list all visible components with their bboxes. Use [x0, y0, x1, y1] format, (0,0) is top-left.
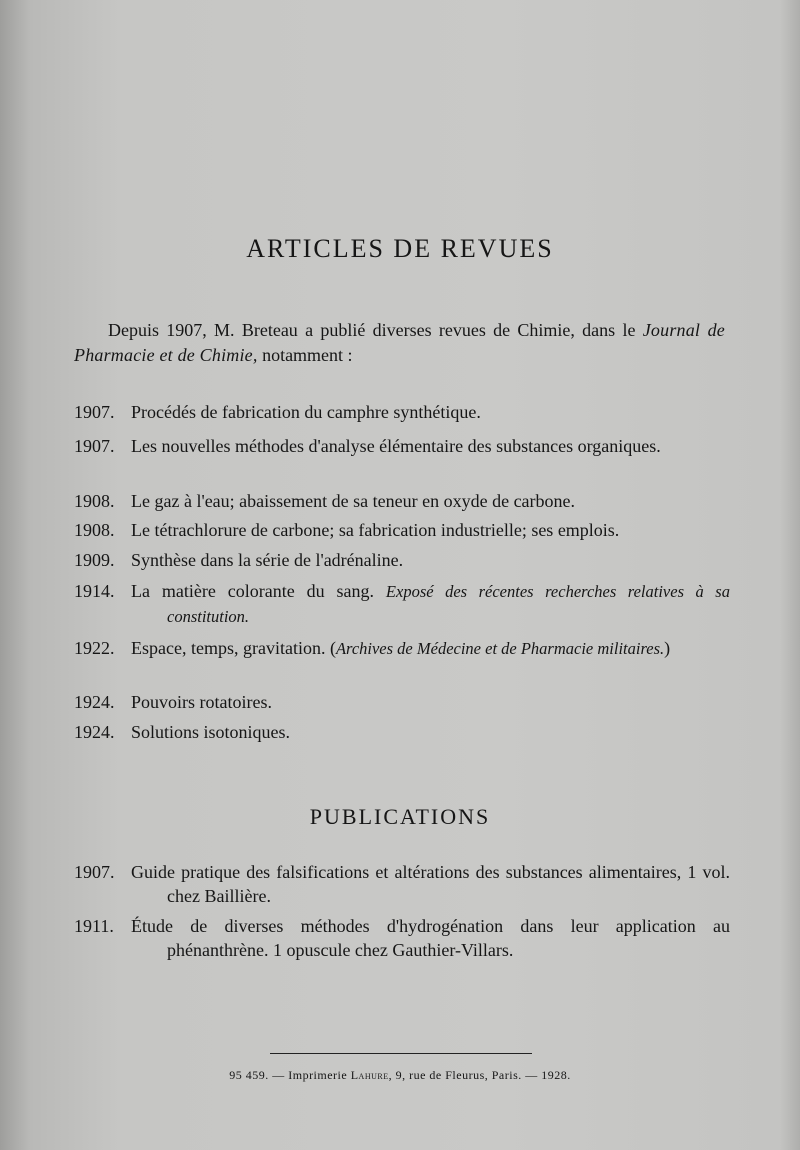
- entry-text-wrap: [131, 636, 730, 661]
- article-entry: [74, 548, 730, 572]
- publication-entry: [74, 860, 730, 908]
- entry-year: 1922.: [74, 638, 115, 658]
- entry-year: 1924.: [74, 722, 115, 742]
- entry-text: Espace, temps, gravitation. (: [131, 638, 336, 658]
- entry-text: Les nouvelles méthodes d'analyse élémentaire des substances organiques.: [131, 436, 661, 456]
- entry-year: 1914.: [74, 581, 115, 601]
- entry-text: Solutions isotoniques.: [131, 722, 291, 742]
- intro-paragraph: [74, 318, 725, 368]
- print-number: 95 459.: [229, 1068, 269, 1082]
- entry-text: Le tétrachlorure de carbone; sa fabrication industrielle; ses emplois.: [131, 520, 620, 540]
- entry-year: 1907.: [74, 862, 115, 882]
- publication-entry: [74, 914, 730, 962]
- article-entry: [74, 636, 730, 661]
- entry-year: 1908.: [74, 520, 115, 540]
- article-entry: [74, 720, 730, 744]
- entry-text: La matière colorante du sang.: [131, 581, 386, 601]
- entry-year: 1907.: [74, 436, 115, 456]
- article-entry: [74, 400, 730, 424]
- entry-text: Pouvoirs rotatoires.: [131, 692, 272, 712]
- section-title-articles: ARTICLES DE REVUES: [246, 234, 554, 263]
- entry-text-after: ): [664, 638, 671, 658]
- entry-year: 1908.: [74, 491, 115, 511]
- article-entry: [74, 690, 730, 714]
- article-entry: [74, 579, 730, 629]
- entry-text-italic: Archives de Médecine et de Pharmacie militaires.: [335, 639, 665, 658]
- entry-year: 1924.: [74, 692, 115, 712]
- printer-name: Lahure: [350, 1068, 389, 1082]
- section-title-publications: PUBLICATIONS: [309, 804, 491, 829]
- article-entry: [74, 434, 730, 458]
- entry-year: 1911.: [74, 916, 114, 936]
- intro-text-start: Depuis 1907, M. Breteau a publié diverses revues de Chimie, dans le: [108, 320, 636, 340]
- entry-text: Procédés de fabrication du camphre synthétique.: [131, 402, 481, 422]
- footer-rule: [270, 1053, 532, 1054]
- entry-text: Étude de diverses méthodes d'hydrogénation dans leur application au phénanthrène. 1 opuscule chez Gauthier-Villars.: [131, 916, 730, 960]
- entry-text: Le gaz à l'eau; abaissement de sa teneur en oxyde de carbone.: [131, 491, 576, 511]
- intro-journal-name: Journal de Pharmacie et de Chimie,: [74, 320, 725, 365]
- entry-text: Guide pratique des falsifications et altérations des substances alimentaires, 1 vol. chez Baillière.: [131, 862, 730, 906]
- entry-year: 1907.: [74, 402, 115, 422]
- entry-text: Synthèse dans la série de l'adrénaline.: [131, 550, 404, 570]
- article-entry: [74, 518, 730, 542]
- colophon-address: , 9, rue de Fleurus, Paris. — 1928.: [388, 1068, 571, 1082]
- article-entry: [74, 489, 730, 513]
- entry-text-wrap: [131, 579, 730, 629]
- colophon-text: — Imprimerie: [268, 1068, 351, 1082]
- entry-year: 1909.: [74, 550, 115, 570]
- entry-text-italic: Exposé des récentes recherches relatives à sa constitution.: [167, 582, 730, 626]
- printer-colophon: [0, 1068, 800, 1083]
- intro-text-end: notamment :: [257, 345, 353, 365]
